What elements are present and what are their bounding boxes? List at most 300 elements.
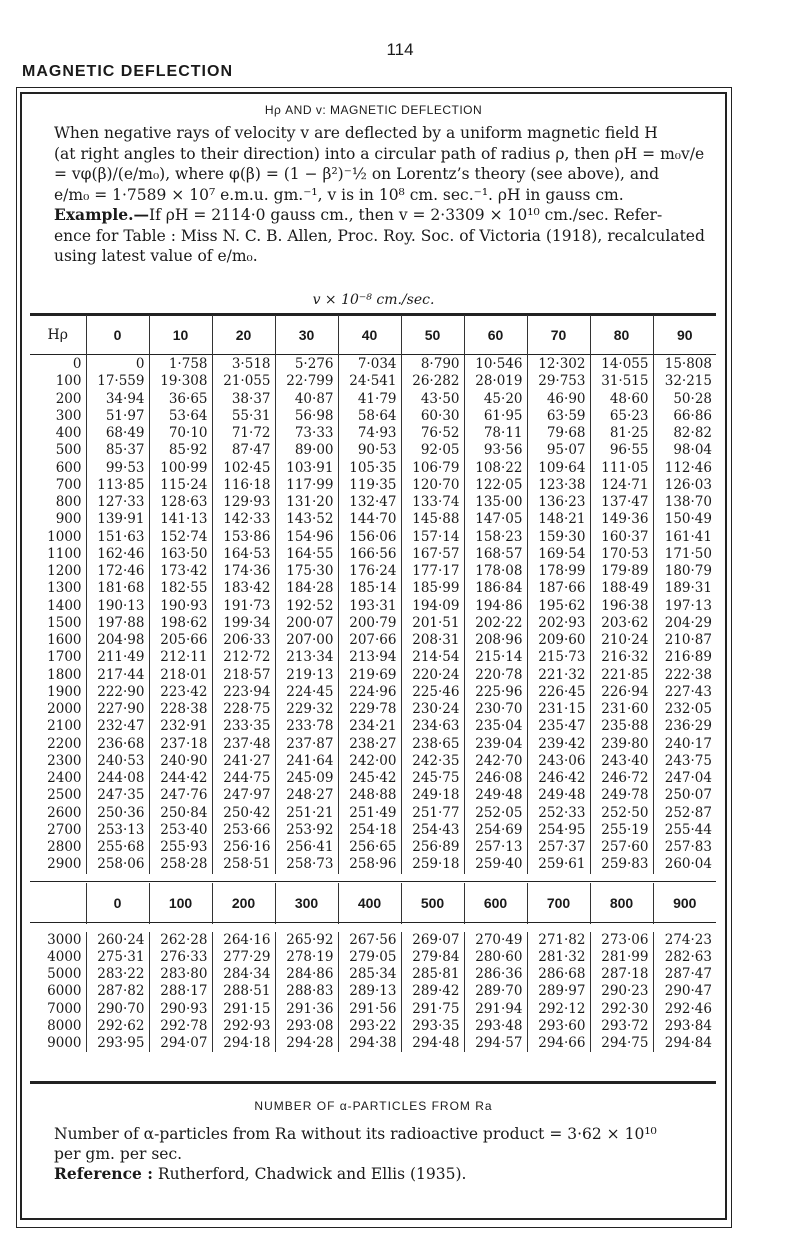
- value-cell: 227·43: [653, 684, 716, 701]
- value-cell: 203·62: [590, 615, 653, 632]
- value-cell: 253·40: [149, 822, 212, 839]
- value-cell: 142·33: [212, 511, 275, 528]
- intro-line: (at right angles to their direction) into a circular path of radius ρ, then ρH = m₀v/e: [54, 144, 705, 163]
- value-cell: 243·06: [527, 753, 590, 770]
- value-cell: 143·52: [275, 511, 338, 528]
- table-caption: v × 10⁻⁸ cm./sec.: [312, 292, 435, 308]
- table-row: [30, 839, 716, 856]
- value-cell: 283·80: [149, 966, 212, 983]
- value-cell: 246·72: [590, 770, 653, 787]
- column-header: 0: [86, 315, 149, 356]
- value-cell: 247·76: [149, 787, 212, 804]
- value-cell: 170·53: [590, 546, 653, 563]
- value-cell: 291·75: [401, 1001, 464, 1018]
- value-cell: 242·35: [401, 753, 464, 770]
- value-cell: 289·13: [338, 983, 401, 1000]
- row-label-cell: 500: [55, 442, 82, 459]
- value-cell: 22·799: [275, 373, 338, 390]
- value-cell: 82·82: [653, 425, 716, 442]
- value-cell: 85·92: [149, 442, 212, 459]
- value-cell: 34·94: [86, 391, 149, 408]
- value-cell: 210·24: [590, 632, 653, 649]
- value-cell: 250·07: [653, 787, 716, 804]
- value-cell: 87·47: [212, 442, 275, 459]
- value-cell: 168·57: [464, 546, 527, 563]
- value-cell: 293·84: [653, 1018, 716, 1035]
- table-row: [30, 632, 716, 649]
- row-label-cell: 1900: [47, 683, 82, 700]
- value-cell: 244·08: [86, 770, 149, 787]
- row-label-cell: 2200: [47, 735, 82, 752]
- value-cell: 208·96: [464, 632, 527, 649]
- value-cell: 126·03: [653, 477, 716, 494]
- value-cell: 206·33: [212, 632, 275, 649]
- value-cell: 180·79: [653, 563, 716, 580]
- value-cell: 10·546: [464, 356, 527, 373]
- value-cell: 5·276: [275, 356, 338, 373]
- value-cell: 219·69: [338, 667, 401, 684]
- value-cell: 234·63: [401, 718, 464, 735]
- value-cell: 164·53: [212, 546, 275, 563]
- value-cell: 292·62: [86, 1018, 149, 1035]
- value-cell: 43·50: [401, 391, 464, 408]
- table-row: [30, 563, 716, 580]
- value-cell: 246·08: [464, 770, 527, 787]
- row-label-cell: 1200: [47, 563, 82, 579]
- value-cell: 252·50: [590, 805, 653, 822]
- value-cell: 258·28: [149, 856, 212, 873]
- value-cell: 1·758: [149, 356, 212, 373]
- value-cell: 284·86: [275, 966, 338, 983]
- value-cell: 220·78: [464, 667, 527, 684]
- value-cell: 277·29: [212, 949, 275, 966]
- intro-line: When negative rays of velocity v are deflected by a uniform magnetic field H: [54, 124, 658, 142]
- column-header: 0: [86, 883, 149, 924]
- value-cell: 108·22: [464, 460, 527, 477]
- value-cell: 185·14: [338, 580, 401, 597]
- value-cell: 28·019: [464, 373, 527, 390]
- value-cell: 26·282: [401, 373, 464, 390]
- value-cell: 226·45: [527, 684, 590, 701]
- value-cell: 68·49: [86, 425, 149, 442]
- value-cell: 245·09: [275, 770, 338, 787]
- value-cell: 251·49: [338, 805, 401, 822]
- column-header: 10: [149, 315, 212, 356]
- value-cell: 50·28: [653, 391, 716, 408]
- value-cell: 227·90: [86, 701, 149, 718]
- row-label-cell: 600: [55, 459, 82, 476]
- value-cell: 256·89: [401, 839, 464, 856]
- row-label-cell: 0: [72, 356, 82, 372]
- reference-line: [54, 1164, 714, 1184]
- column-header: 100: [149, 883, 212, 924]
- value-cell: 55·31: [212, 408, 275, 425]
- value-cell: 240·53: [86, 753, 149, 770]
- value-cell: 286·68: [527, 966, 590, 983]
- value-cell: 112·46: [653, 460, 716, 477]
- row-label-cell: 2400: [47, 770, 82, 786]
- table-row: [30, 1001, 716, 1018]
- value-cell: 210·87: [653, 632, 716, 649]
- value-cell: 294·18: [212, 1035, 275, 1052]
- value-cell: 294·48: [401, 1035, 464, 1052]
- value-cell: 238·27: [338, 736, 401, 753]
- value-cell: 282·63: [653, 949, 716, 966]
- value-cell: 178·08: [464, 563, 527, 580]
- section2-line: per gm. per sec.: [54, 1145, 183, 1163]
- value-cell: 235·47: [527, 718, 590, 735]
- value-cell: 233·35: [212, 718, 275, 735]
- value-cell: 294·38: [338, 1035, 401, 1052]
- value-cell: 259·40: [464, 856, 527, 873]
- row-label-cell: 6000: [47, 983, 82, 1000]
- value-cell: 123·38: [527, 477, 590, 494]
- value-cell: 285·81: [401, 966, 464, 983]
- value-cell: 249·78: [590, 787, 653, 804]
- section2-paragraph: [54, 1124, 714, 1184]
- value-cell: 254·18: [338, 822, 401, 839]
- value-cell: 211·49: [86, 649, 149, 666]
- value-cell: 218·57: [212, 667, 275, 684]
- value-cell: 279·05: [338, 949, 401, 966]
- value-cell: 255·19: [590, 822, 653, 839]
- value-cell: 253·92: [275, 822, 338, 839]
- row-label-cell: 900: [55, 511, 82, 528]
- row-label-cell: 9000: [47, 1035, 82, 1051]
- value-cell: 191·73: [212, 598, 275, 615]
- value-cell: 152·74: [149, 529, 212, 546]
- row-label-cell: 1500: [47, 614, 82, 631]
- row-label-cell: 400: [55, 425, 82, 441]
- value-cell: 252·33: [527, 805, 590, 822]
- table-row: [30, 598, 716, 615]
- value-cell: 289·70: [464, 983, 527, 1000]
- table-row: [30, 649, 716, 666]
- value-cell: 222·90: [86, 684, 149, 701]
- value-cell: 183·42: [212, 580, 275, 597]
- column-header: 90: [653, 315, 716, 356]
- value-cell: 208·31: [401, 632, 464, 649]
- value-cell: 184·28: [275, 580, 338, 597]
- value-cell: 193·31: [338, 598, 401, 615]
- value-cell: 290·70: [86, 1001, 149, 1018]
- value-cell: 294·84: [653, 1035, 716, 1052]
- value-cell: 136·23: [527, 494, 590, 511]
- value-cell: 177·17: [401, 563, 464, 580]
- value-cell: 128·63: [149, 494, 212, 511]
- value-cell: 21·055: [212, 373, 275, 390]
- value-cell: 255·44: [653, 822, 716, 839]
- value-cell: 251·77: [401, 805, 464, 822]
- example-label: Example.—: [54, 205, 149, 224]
- value-cell: 279·84: [401, 949, 464, 966]
- value-cell: 3·518: [212, 356, 275, 373]
- value-cell: 218·01: [149, 667, 212, 684]
- value-cell: 164·55: [275, 546, 338, 563]
- value-cell: 293·72: [590, 1018, 653, 1035]
- table-row: [30, 822, 716, 839]
- intro-line: ence for Table : Miss N. C. B. Allen, Proc. Roy. Soc. of Victoria (1918), recalculated: [54, 226, 705, 245]
- value-cell: 95·07: [527, 442, 590, 459]
- column-header: 50: [401, 315, 464, 356]
- intro-line: [54, 205, 714, 226]
- value-cell: 65·23: [590, 408, 653, 425]
- value-cell: 215·73: [527, 649, 590, 666]
- value-cell: 204·29: [653, 615, 716, 632]
- row-label-cell: 2000: [47, 701, 82, 717]
- value-cell: 237·87: [275, 736, 338, 753]
- value-cell: 197·13: [653, 598, 716, 615]
- value-cell: 248·88: [338, 787, 401, 804]
- value-cell: 253·66: [212, 822, 275, 839]
- value-cell: 275·31: [86, 949, 149, 966]
- column-header: 800: [590, 883, 653, 924]
- value-cell: 294·07: [149, 1035, 212, 1052]
- value-cell: 257·60: [590, 839, 653, 856]
- value-cell: 285·34: [338, 966, 401, 983]
- column-header: 30: [275, 315, 338, 356]
- value-cell: 216·89: [653, 649, 716, 666]
- value-cell: 283·22: [86, 966, 149, 983]
- table-row: [30, 494, 716, 511]
- value-cell: 81·25: [590, 425, 653, 442]
- column-header: 600: [464, 883, 527, 924]
- value-cell: 139·91: [86, 511, 149, 528]
- value-cell: 179·89: [590, 563, 653, 580]
- row-label-cell: 2300: [47, 752, 82, 769]
- value-cell: 254·43: [401, 822, 464, 839]
- value-cell: 133·74: [401, 494, 464, 511]
- value-cell: 19·308: [149, 373, 212, 390]
- value-cell: 239·04: [464, 736, 527, 753]
- value-cell: 7·034: [338, 356, 401, 373]
- value-cell: 291·36: [275, 1001, 338, 1018]
- value-cell: 228·75: [212, 701, 275, 718]
- value-cell: 90·53: [338, 442, 401, 459]
- value-cell: 292·46: [653, 1001, 716, 1018]
- column-header: 700: [527, 883, 590, 924]
- value-cell: 226·94: [590, 684, 653, 701]
- value-cell: 233·78: [275, 718, 338, 735]
- row-label-cell: 5000: [47, 966, 82, 982]
- table-row: [30, 373, 716, 390]
- row-label-cell: 2700: [47, 821, 82, 838]
- value-cell: 141·13: [149, 511, 212, 528]
- value-cell: 215·14: [464, 649, 527, 666]
- column-header-empty: [30, 883, 86, 924]
- value-cell: 154·96: [275, 529, 338, 546]
- value-cell: 249·48: [464, 787, 527, 804]
- value-cell: 254·69: [464, 822, 527, 839]
- value-cell: 270·49: [464, 932, 527, 949]
- value-cell: 242·00: [338, 753, 401, 770]
- value-cell: 169·54: [527, 546, 590, 563]
- value-cell: 254·95: [527, 822, 590, 839]
- value-cell: 245·42: [338, 770, 401, 787]
- column-header-hrho: Hρ: [47, 327, 68, 343]
- value-cell: 232·05: [653, 701, 716, 718]
- value-cell: 253·13: [86, 822, 149, 839]
- value-cell: 201·51: [401, 615, 464, 632]
- row-label-cell: 1300: [47, 580, 82, 597]
- value-cell: 89·00: [275, 442, 338, 459]
- value-cell: 259·61: [527, 856, 590, 873]
- value-cell: 258·06: [86, 856, 149, 873]
- value-cell: 99·53: [86, 460, 149, 477]
- row-label-cell: 2100: [47, 718, 82, 735]
- value-cell: 111·05: [590, 460, 653, 477]
- value-cell: 205·66: [149, 632, 212, 649]
- reference-text: Rutherford, Chadwick and Ellis (1935).: [153, 1165, 467, 1183]
- value-cell: 202·93: [527, 615, 590, 632]
- value-cell: 259·18: [401, 856, 464, 873]
- value-cell: 113·85: [86, 477, 149, 494]
- value-cell: 66·86: [653, 408, 716, 425]
- value-cell: 244·75: [212, 770, 275, 787]
- table-row: [30, 511, 716, 528]
- value-cell: 219·13: [275, 667, 338, 684]
- value-cell: 243·75: [653, 753, 716, 770]
- row-label-cell: 1600: [47, 632, 82, 648]
- value-cell: 258·51: [212, 856, 275, 873]
- value-cell: 239·42: [527, 736, 590, 753]
- row-label-cell: 2600: [47, 804, 82, 821]
- row-label-cell: 4000: [47, 948, 82, 965]
- deflection-table: [30, 315, 716, 1052]
- value-cell: 247·35: [86, 787, 149, 804]
- value-cell: 132·47: [338, 494, 401, 511]
- value-cell: 293·35: [401, 1018, 464, 1035]
- value-cell: 281·99: [590, 949, 653, 966]
- table-row: [30, 580, 716, 597]
- row-label-cell: 1700: [47, 649, 82, 666]
- value-cell: 290·47: [653, 983, 716, 1000]
- value-cell: 294·28: [275, 1035, 338, 1052]
- value-cell: 278·19: [275, 949, 338, 966]
- value-cell: 150·49: [653, 511, 716, 528]
- table-row: [30, 477, 716, 494]
- row-label-cell: 1400: [47, 597, 82, 614]
- value-cell: 29·753: [527, 373, 590, 390]
- value-cell: 288·51: [212, 983, 275, 1000]
- value-cell: 85·37: [86, 442, 149, 459]
- value-cell: 31·515: [590, 373, 653, 390]
- value-cell: 247·04: [653, 770, 716, 787]
- value-cell: 135·00: [464, 494, 527, 511]
- value-cell: 127·33: [86, 494, 149, 511]
- row-label-cell: 8000: [47, 1017, 82, 1034]
- table-row: [30, 736, 716, 753]
- page-number: 114: [386, 40, 414, 59]
- value-cell: 239·80: [590, 736, 653, 753]
- value-cell: 189·31: [653, 580, 716, 597]
- table-row: [30, 529, 716, 546]
- value-cell: 175·30: [275, 563, 338, 580]
- value-cell: 149·36: [590, 511, 653, 528]
- value-cell: 17·559: [86, 373, 149, 390]
- value-cell: 258·73: [275, 856, 338, 873]
- value-cell: 288·83: [275, 983, 338, 1000]
- value-cell: 250·84: [149, 805, 212, 822]
- value-cell: 106·79: [401, 460, 464, 477]
- value-cell: 289·97: [527, 983, 590, 1000]
- value-cell: 247·97: [212, 787, 275, 804]
- value-cell: 200·79: [338, 615, 401, 632]
- value-cell: 158·23: [464, 529, 527, 546]
- column-header: 80: [590, 315, 653, 356]
- value-cell: 287·47: [653, 966, 716, 983]
- value-cell: 145·88: [401, 511, 464, 528]
- value-cell: 92·05: [401, 442, 464, 459]
- value-cell: 214·54: [401, 649, 464, 666]
- value-cell: 256·16: [212, 839, 275, 856]
- value-cell: 222·38: [653, 667, 716, 684]
- value-cell: 159·30: [527, 529, 590, 546]
- value-cell: 63·59: [527, 408, 590, 425]
- value-cell: 71·72: [212, 425, 275, 442]
- value-cell: 172·46: [86, 563, 149, 580]
- value-cell: 276·33: [149, 949, 212, 966]
- value-cell: 290·93: [149, 1001, 212, 1018]
- value-cell: 14·055: [590, 356, 653, 373]
- value-cell: 232·47: [86, 718, 149, 735]
- value-cell: 190·13: [86, 598, 149, 615]
- table-row: [30, 966, 716, 983]
- table-row: [30, 787, 716, 804]
- value-cell: 256·65: [338, 839, 401, 856]
- value-cell: 48·60: [590, 391, 653, 408]
- value-cell: 192·52: [275, 598, 338, 615]
- value-cell: 167·57: [401, 546, 464, 563]
- value-cell: 171·50: [653, 546, 716, 563]
- value-cell: 225·96: [464, 684, 527, 701]
- value-cell: 213·34: [275, 649, 338, 666]
- value-cell: 235·04: [464, 718, 527, 735]
- value-cell: 251·21: [275, 805, 338, 822]
- value-cell: 257·83: [653, 839, 716, 856]
- row-label-cell: 7000: [47, 1000, 82, 1017]
- value-cell: 284·34: [212, 966, 275, 983]
- value-cell: 293·08: [275, 1018, 338, 1035]
- value-cell: 194·86: [464, 598, 527, 615]
- value-cell: 119·35: [338, 477, 401, 494]
- value-cell: 182·55: [149, 580, 212, 597]
- value-cell: 249·18: [401, 787, 464, 804]
- value-cell: 231·60: [590, 701, 653, 718]
- value-cell: 162·46: [86, 546, 149, 563]
- intro-line: = vφ(β)/(e/m₀), where φ(β) = (1 − β²)⁻½ on Lorentz’s theory (see above), and: [54, 165, 660, 183]
- value-cell: 294·66: [527, 1035, 590, 1052]
- value-cell: 122·05: [464, 477, 527, 494]
- value-cell: 58·64: [338, 408, 401, 425]
- value-cell: 137·47: [590, 494, 653, 511]
- row-label-cell: 700: [55, 476, 82, 493]
- value-cell: 231·15: [527, 701, 590, 718]
- value-cell: 120·70: [401, 477, 464, 494]
- table-row: [30, 701, 716, 718]
- value-cell: 129·93: [212, 494, 275, 511]
- value-cell: 229·78: [338, 701, 401, 718]
- value-cell: 291·56: [338, 1001, 401, 1018]
- value-cell: 166·56: [338, 546, 401, 563]
- value-cell: 293·60: [527, 1018, 590, 1035]
- value-cell: 173·42: [149, 563, 212, 580]
- table-row: [30, 718, 716, 735]
- table-main: [30, 315, 716, 1052]
- table-row: [30, 356, 716, 373]
- row-label-cell: 300: [55, 407, 82, 424]
- table-row: [30, 684, 716, 701]
